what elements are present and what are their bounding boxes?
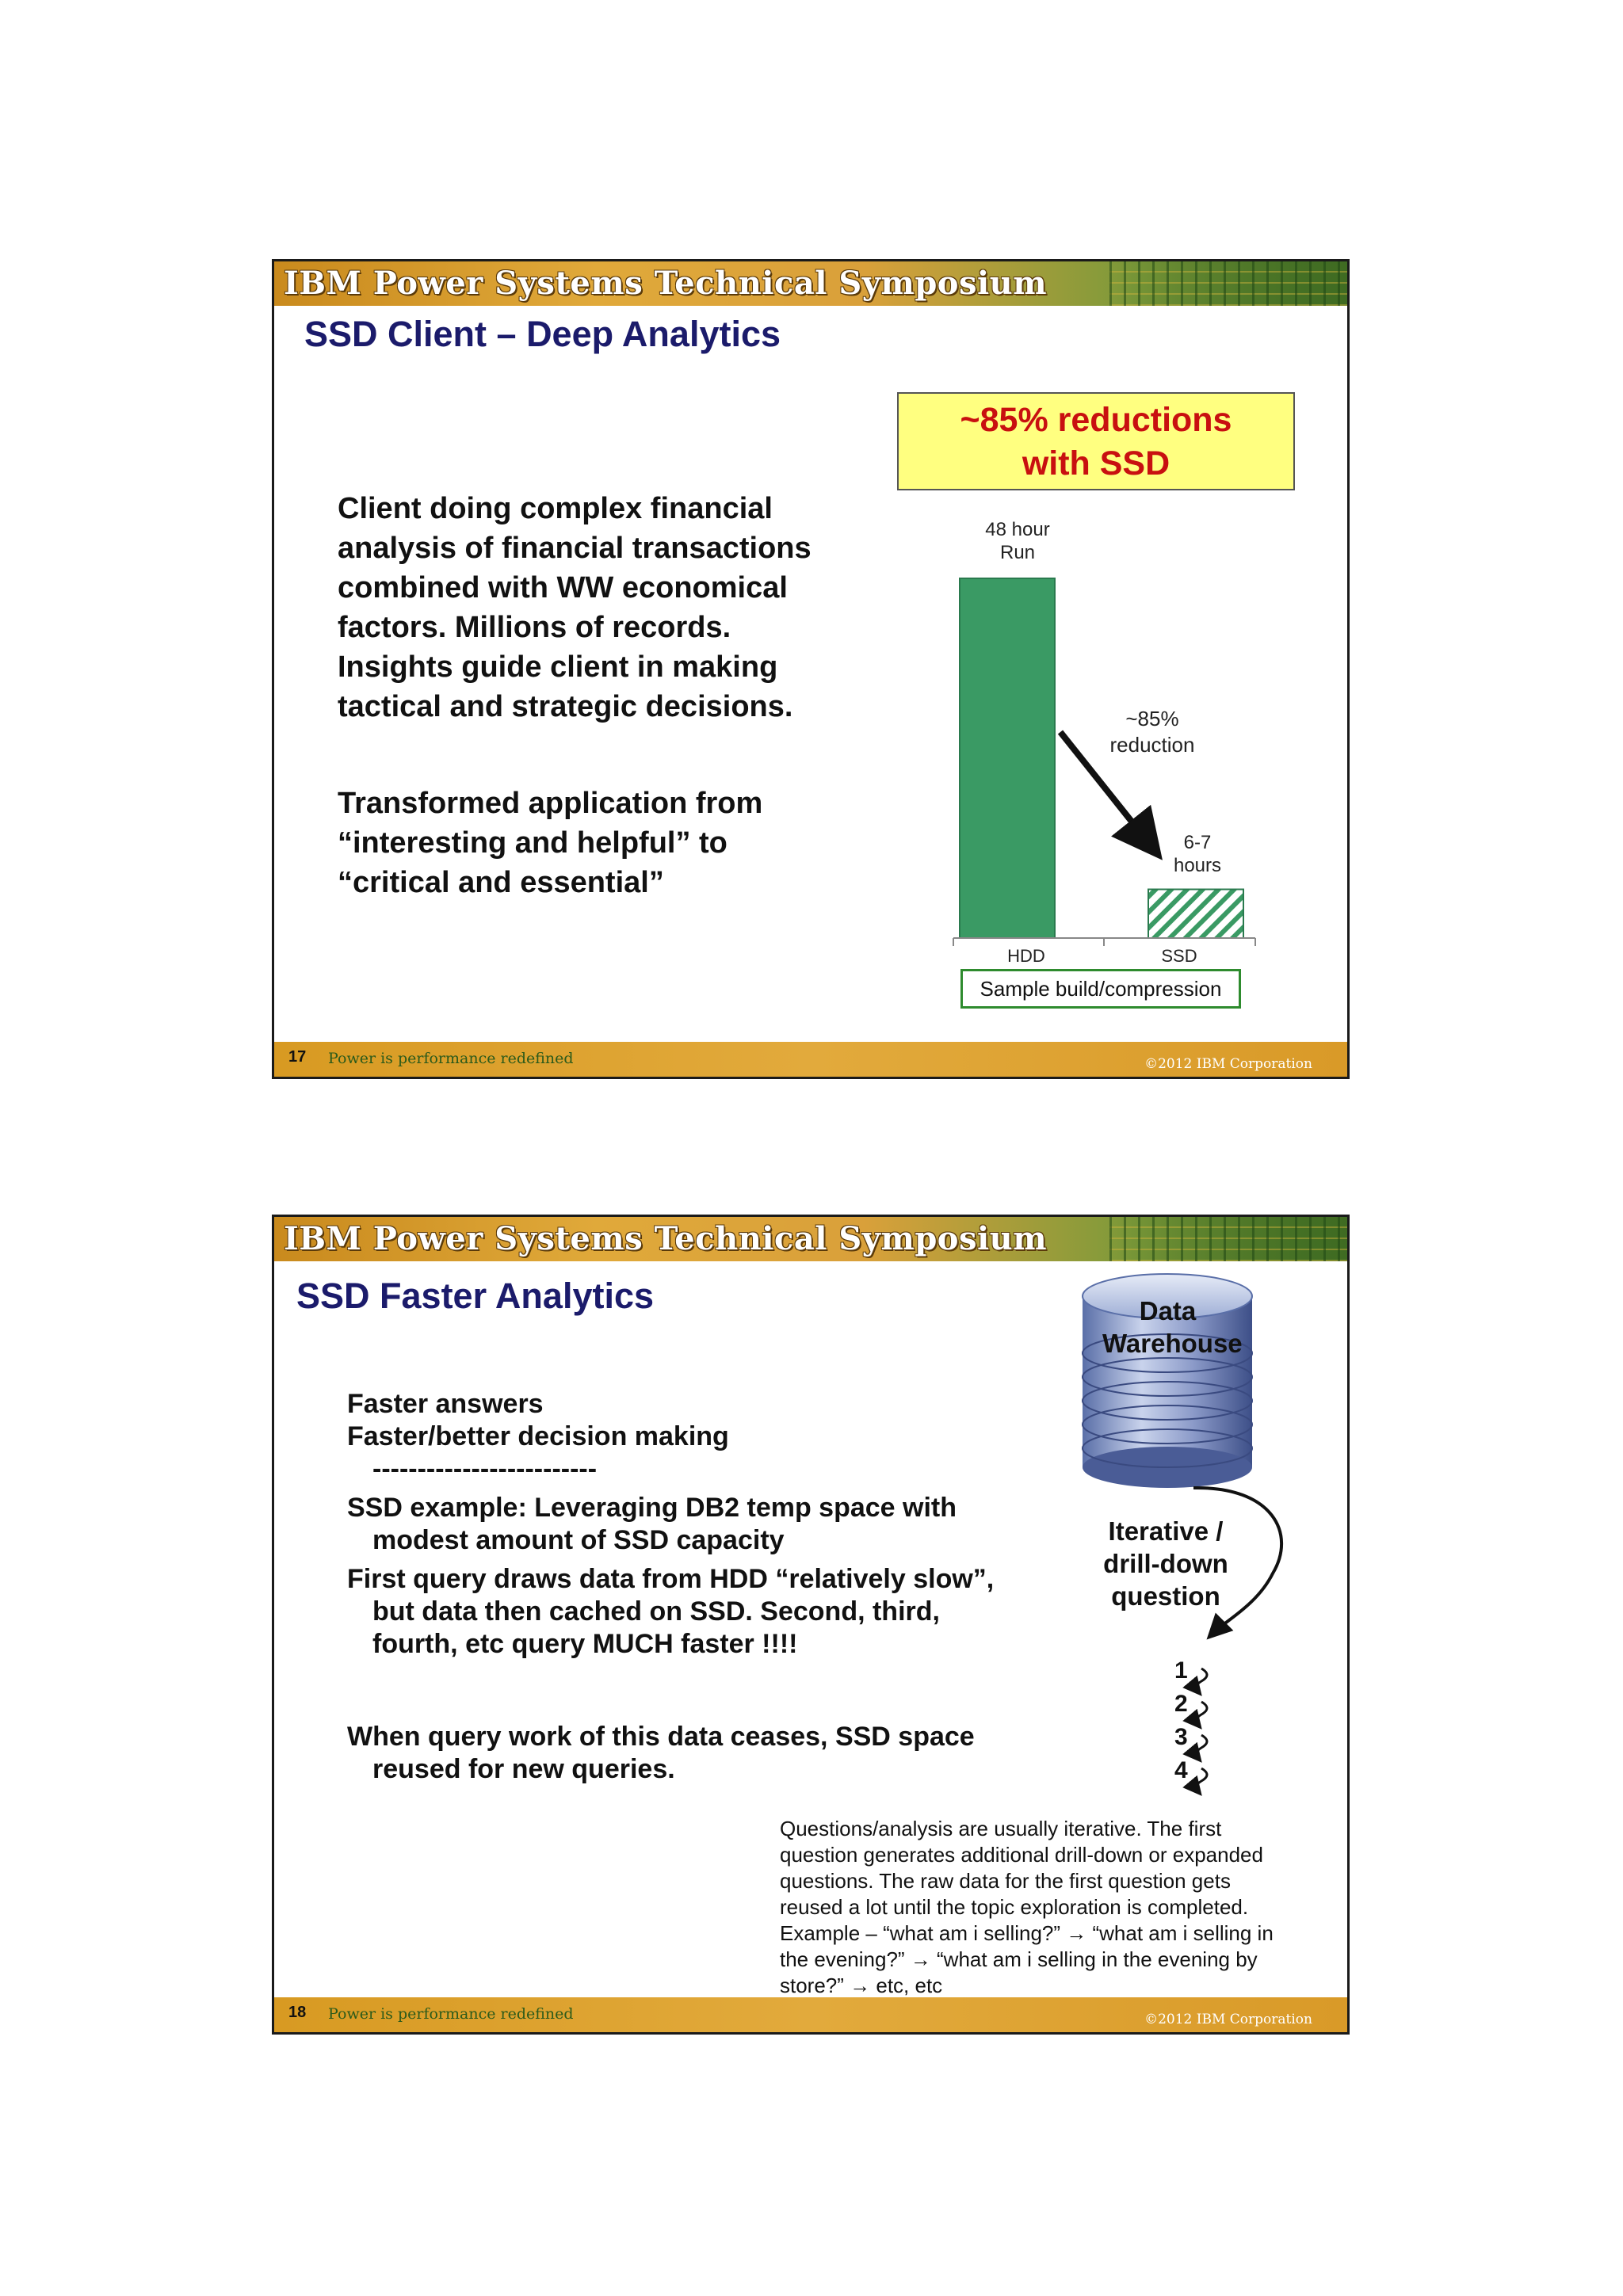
ssd-bar-label: [1162, 831, 1233, 877]
list-line: modest amount of SSD capacity: [372, 1525, 785, 1555]
step-number: 4: [1174, 1757, 1188, 1783]
slide-footer: [274, 1042, 1347, 1077]
annotation-line: reduction: [1109, 733, 1195, 757]
text-line: “interesting and helpful” to: [338, 826, 727, 860]
bar-label-line: 6-7: [1183, 832, 1212, 853]
annotation-line: ~85%: [1125, 707, 1179, 730]
text-line: Transformed application from: [338, 787, 763, 820]
footer-tagline: Power is performance redefined: [328, 2005, 574, 2023]
note-line: store?” → etc, etc: [780, 1974, 943, 1997]
label-line: question: [1111, 1581, 1220, 1611]
copyright: ©2012 IBM Corporation: [1144, 1056, 1312, 1072]
text-line: factors. Millions of records.: [338, 611, 731, 644]
label-line: Iterative /: [1108, 1516, 1224, 1546]
slide-title: SSD Faster Analytics: [296, 1276, 655, 1316]
list-line: First query draws data from HDD “relatively slow”,: [347, 1564, 995, 1594]
step-number: 2: [1174, 1691, 1188, 1717]
list-line: -------------------------: [372, 1454, 598, 1484]
footer-tagline: Power is performance redefined: [328, 1050, 574, 1067]
iteration-squiggles: [1196, 1669, 1207, 1791]
note-line: question generates additional drill-down or expanded: [780, 1843, 1263, 1867]
step-number: 3: [1174, 1724, 1188, 1750]
text-line: Insights guide client in making: [338, 650, 778, 684]
callout-line: with SSD: [1022, 444, 1170, 482]
list-line: SSD example: Leveraging DB2 temp space with: [347, 1493, 957, 1523]
callout-line: ~85% reductions: [960, 401, 1232, 439]
banner-title: IBM Power Systems Technical Symposium: [284, 1220, 1048, 1257]
list-line: fourth, etc query MUCH faster !!!!: [372, 1629, 798, 1659]
bar-label-line: Run: [999, 542, 1036, 563]
bar-hdd: [960, 578, 1055, 938]
label-line: Warehouse: [1102, 1329, 1243, 1358]
label-line: drill-down: [1103, 1549, 1228, 1578]
note-line: Example – “what am i selling?” → “what am i selling in: [780, 1921, 1274, 1945]
note-line: Questions/analysis are usually iterative. The first: [780, 1817, 1222, 1840]
slide-18: [272, 1215, 1350, 2035]
list-line: Faster/better decision making: [347, 1421, 729, 1451]
banner-title: IBM Power Systems Technical Symposium: [284, 265, 1048, 302]
reduction-annotation: [1093, 706, 1212, 758]
text-line: “critical and essential”: [338, 866, 664, 899]
text-line: tactical and strategic decisions.: [338, 690, 793, 723]
list-line: When query work of this data ceases, SSD space: [347, 1722, 975, 1752]
data-warehouse-label: [1102, 1295, 1243, 1360]
list-line: reused for new queries.: [372, 1754, 675, 1784]
list-line: but data then cached on SSD. Second, third,: [372, 1596, 940, 1627]
category-label-hdd: HDD: [1007, 946, 1045, 966]
text-line: analysis of financial transactions: [338, 532, 812, 565]
note-line: reused a lot until the topic exploration is completed.: [780, 1895, 1249, 1919]
iterative-question-label: [1090, 1515, 1241, 1612]
slide-17: [272, 259, 1350, 1079]
text-line: combined with WW economical: [338, 571, 788, 605]
category-label-ssd: SSD: [1161, 946, 1197, 966]
label-line: Data: [1139, 1296, 1197, 1325]
bar-ssd: [1148, 890, 1243, 938]
bar-label-line: hours: [1173, 855, 1222, 876]
note-line: the evening?” → “what am i selling in the evening by: [780, 1947, 1258, 1971]
text-line: Client doing complex financial: [338, 492, 773, 525]
copyright: ©2012 IBM Corporation: [1144, 2012, 1312, 2027]
list-line: Faster answers: [347, 1389, 544, 1419]
note-line: questions. The raw data for the first question gets: [780, 1869, 1231, 1893]
step-number: 1: [1174, 1657, 1188, 1684]
slide-footer: [274, 1997, 1347, 2032]
hdd-bar-label: [962, 518, 1073, 564]
bar-label-line: 48 hour: [985, 519, 1050, 540]
slide-title: SSD Client – Deep Analytics: [304, 314, 781, 354]
iteration-note: [780, 1816, 1319, 1999]
chart-caption: Sample build/compression: [960, 969, 1241, 1009]
page-number: 18: [288, 2004, 307, 2021]
page-number: 17: [288, 1048, 307, 1066]
